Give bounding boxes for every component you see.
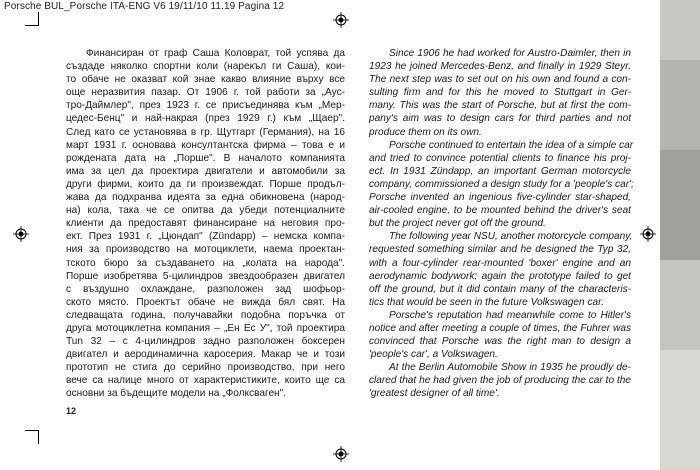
text-line: цедес-Бенц" и най-накрая (през 1929 г.) към „Щаер". — [66, 113, 345, 125]
paragraph — [369, 361, 631, 400]
text-line: Porsche invented an ingenious five-cylinder star-shaped, — [369, 192, 631, 204]
text-line: следващата година, получавайки подобна поръчка от — [66, 309, 345, 321]
text-line: основни за бъдещите модели на „Фолксваген". — [66, 388, 287, 400]
text-line: company, commissioned a design study for a 'people's car'; — [369, 178, 634, 190]
paragraph — [369, 230, 631, 309]
text-line: има за цел да проектира двигатели и автомобили за — [66, 165, 345, 177]
text-line: вече са налице много от характеристиките, които ще са — [66, 375, 345, 387]
text-line: жава да подхранва идеята за една обикновена (народ- — [66, 192, 345, 204]
text-line: 'people's car', a Volkswagen. — [369, 349, 498, 361]
text-line: The following year NSU, another motorcycle company, — [389, 231, 633, 243]
print-slug: Porsche BUL_Porsche ITA-ENG V6 19/11/10 11.19 Pagina 12 — [4, 1, 285, 12]
text-line: Porsche's reputation had meanwhile come to Hitler's — [389, 309, 631, 321]
crop-mark — [25, 25, 39, 26]
english-text-column — [369, 47, 634, 401]
text-line: pany's aim was to design cars for third parties and not — [369, 113, 631, 125]
text-line: ект. През 1931 г. „Цюндап" (Zündapp) – немска компа- — [66, 231, 345, 243]
crop-mark — [38, 12, 39, 26]
text-line: Порше изобретява 5-цилиндров звездообразен двигател — [66, 270, 345, 282]
text-line: many. This was the start of Porsche, but at first the com- — [369, 100, 631, 112]
registration-mark-icon — [640, 226, 656, 242]
text-line: requested something similar and he designed the Typ 32, — [369, 244, 631, 256]
text-line: март 1931 г. основава консултантска фирма – това е и — [66, 139, 345, 151]
text-line: друга мотоциклетна компания – „Ен Ес У", той проектира — [66, 322, 345, 334]
text-line: The next step was to set out on his own and found a con- — [369, 74, 631, 86]
text-line: създаде няколко спортни коли (нарекъл ги Саша), кои- — [66, 61, 345, 73]
text-line: Tun 32 – с 4-цилиндров задно разположен боксерен — [66, 336, 345, 348]
text-line: convinced that Porsche was the right man to design a — [369, 336, 631, 348]
registration-mark-icon — [333, 12, 349, 28]
text-line: още неразвития пазар. От 1906 г. той работи за „Аус- — [66, 87, 345, 99]
text-line: sulting firm and for this he moved to Stuttgart in Ger- — [369, 87, 631, 99]
text-line: тското бюро за създаването на „колата на народа". — [66, 257, 345, 269]
registration-mark-icon — [13, 226, 29, 242]
text-line: тро-Даймлер", през 1923 г. се присъединява към „Мер- — [66, 100, 345, 112]
paragraph — [369, 139, 634, 231]
crop-mark — [25, 430, 39, 431]
text-line: ect. In 1931 Zündapp, an important German motorcycle — [369, 165, 631, 177]
text-line: 'greatest designer of all time'. — [369, 388, 500, 400]
text-line: tics that would be seen in the future Volkswagen car. — [369, 296, 604, 308]
text-line: с въздушно охлаждане, разположен зад шофьор- — [66, 283, 345, 295]
text-line: то обаче не оказват кой знае какво влияние върху все — [66, 74, 345, 86]
text-line: 1923 he joined Mercedes-Benz, and finally in 1929 Steyr. — [369, 61, 631, 73]
text-line: At the Berlin Automobile Show in 1935 he proudly de- — [389, 362, 631, 374]
bulgarian-text-column — [66, 47, 345, 401]
text-line: Porsche continued to entertain the idea of a simple car — [389, 139, 634, 151]
text-line: прототип не стига до серийно производство, при него — [66, 362, 345, 374]
text-line: produce them on its own. — [369, 126, 482, 138]
text-line: други фирми, които да ги произвеждат. Порше продъл- — [66, 178, 345, 190]
text-line: with a four-cylinder rear-mounted 'boxer' engine and an — [369, 257, 631, 269]
text-line: off the ground, but it did contain many of the characteris- — [369, 283, 631, 295]
adjacent-photo-edge — [660, 0, 700, 470]
text-line: Since 1906 he had worked for Austro-Daimler, then in — [389, 48, 631, 59]
text-line: notice and after meeting a couple of times, the Fuhrer was — [369, 322, 631, 334]
text-line: двигател и аеродинамична каросерия. Макар че и този — [66, 349, 345, 361]
text-line: aerodynamic bodywork; again the prototype failed to get — [369, 270, 631, 282]
text-line: клиенти да предоставят финансиране на неговия про- — [66, 218, 345, 230]
page-number: 12 — [66, 406, 77, 416]
crop-mark — [38, 430, 39, 444]
text-line: След като се установява в гр. Щутгарт (Германия), на 16 — [66, 126, 345, 138]
paragraph — [369, 309, 631, 361]
text-line: Финансиран от граф Саша Коловрат, той успява да — [86, 48, 345, 59]
text-line: and tried to convince potential clients to finance his proj- — [369, 152, 631, 164]
text-line: clared that he had given the job of producing the car to the — [369, 375, 631, 387]
text-line: ния за производство на мотоциклети, наема проектан- — [66, 244, 345, 256]
text-line: рождената дата на „Порше". В началото компанията — [66, 152, 345, 164]
registration-mark-icon — [333, 446, 349, 462]
text-line: air-cooled engine, to be mounted behind the driver's seat — [369, 205, 631, 217]
text-line: на) кола, така че се опитва да убеди потенциалните — [66, 205, 345, 217]
text-line: but the project never got off the ground. — [369, 218, 546, 230]
paragraph — [369, 47, 631, 139]
text-line: ското място. Проектът обаче не вижда бял свят. На — [66, 296, 345, 308]
